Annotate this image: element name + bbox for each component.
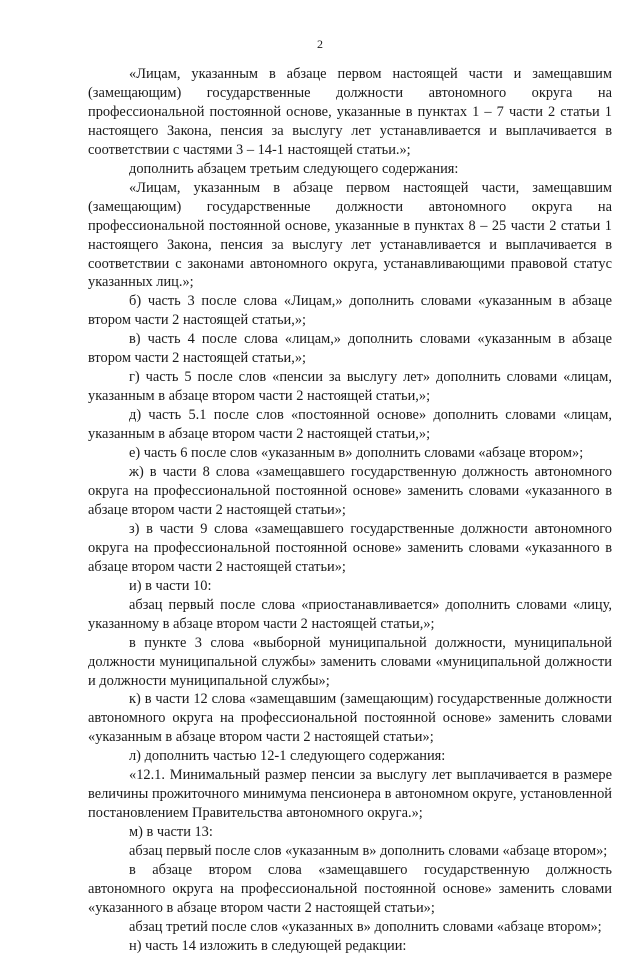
paragraph: г) часть 5 после слов «пенсии за выслугу лет» дополнить словами «лицам, указанным в абзаце втором части 2 настоящей статьи,»; <box>88 369 612 405</box>
paragraph: м) в части 13: <box>129 824 213 841</box>
paragraph: д) часть 5.1 после слов «постоянной основе» дополнить словами «лицам, указанным в абзаце втором части 2 настоящей статьи,»; <box>88 407 612 443</box>
paragraph: з) в части 9 слова «замещавшего государственные должности автономного округа на профессиональной постоянной основе» заменить словами «указанного в абзаце втором части 2 настоящей статьи»; <box>88 520 612 575</box>
document-body <box>88 65 612 956</box>
paragraph: «Лицам, указанным в абзаце первом настоящей части, замещавшим (замещающим) государственные должности автономного округа на профессиональной постоянной основе, указанные в пунктах 8 – 25 части 2 статьи 1 настоящего Закона, пенсия за выслугу лет устанавливается и выплачивается в соответствии с законами автономного округа, устанавливающими правовой статус указанных лиц.»; <box>88 179 612 291</box>
page-number: 2 <box>317 37 323 51</box>
paragraph: в) часть 4 после слова «лицам,» дополнить словами «указанным в абзаце втором части 2 настоящей статьи,»; <box>88 331 612 367</box>
paragraph: абзац первый после слова «приостанавливается» дополнить словами «лицу, указанному в абзаце втором части 2 настоящей статьи,»; <box>88 596 612 632</box>
paragraph: б) часть 3 после слова «Лицам,» дополнить словами «указанным в абзаце втором части 2 настоящей статьи,»; <box>88 293 612 329</box>
paragraph: к) в части 12 слова «замещавшим (замещающим) государственные должности автономного округа на профессиональной постоянной основе» заменить словами «указанным в абзаце втором части 2 настоящей статьи»; <box>88 691 612 746</box>
paragraph: н) часть 14 изложить в следующей редакции: <box>129 937 407 954</box>
paragraph: дополнить абзацем третьим следующего содержания: <box>129 160 459 177</box>
paragraph: е) часть 6 после слов «указанным в» дополнить словами «абзаце втором»; <box>129 445 584 462</box>
paragraph: абзац первый после слов «указанным в» дополнить словами «абзаце втором»; <box>129 843 608 860</box>
paragraph: и) в части 10: <box>129 577 212 594</box>
paragraph: «12.1. Минимальный размер пенсии за выслугу лет выплачивается в размере величины прожиточного минимума пенсионера в автономном округе, установленной постановлением Правительства автономного округа.»; <box>88 767 612 822</box>
paragraph: ж) в части 8 слова «замещавшего государственную должность автономного округа на профессиональной постоянной основе» заменить словами «указанного в абзаце втором части 2 настоящей статьи»; <box>88 464 612 518</box>
paragraph: в пункте 3 слова «выборной муниципальной должности, муниципальной должности муниципальной службы» заменить словами «муниципальной должности и должности муниципальной службы»; <box>88 634 612 689</box>
paragraph: «Лицам, указанным в абзаце первом настоящей части и замещавшим (замещающим) государственные должности автономного округа на профессиональной постоянной основе, указанные в пунктах 1 – 7 части 2 статьи 1 настоящего Закона, пенсия за выслугу лет устанавливается и выплачивается в соответствии с частями 3 – 14-1 настоящей статьи.»; <box>88 66 612 158</box>
paragraph: в абзаце втором слова «замещавшего государственную должность автономного округа на профессиональной постоянной основе» заменить словами «указанного в абзаце втором части 2 настоящей статьи»; <box>88 862 612 916</box>
paragraph: л) дополнить частью 12-1 следующего содержания: <box>129 748 446 765</box>
paragraph: абзац третий после слов «указанных в» дополнить словами «абзаце втором»; <box>129 918 602 935</box>
